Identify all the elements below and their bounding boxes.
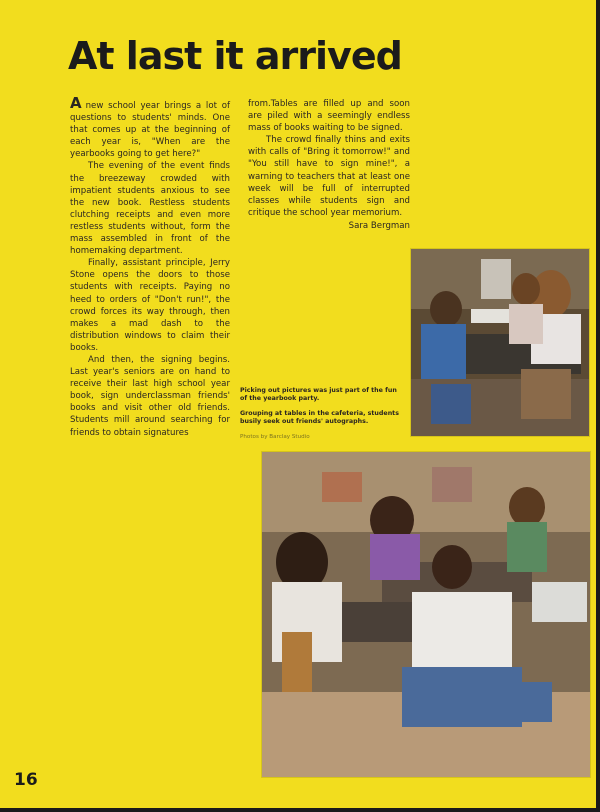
- article-paragraph-4: And then, the signing begins. Last year's seniors are on hand to receive their last high school year book, sign underclassman friends' books and visit other old friends. Students mill around searching for friends to obtain signatures: [70, 354, 230, 438]
- cafeteria-signing-photo: [261, 451, 591, 778]
- photo-captions: [240, 387, 406, 447]
- article-column-2: [248, 98, 410, 232]
- article-paragraph-6: The crowd finally thins and exits with calls of "Bring it tomorrow!" and "You still have to sign mine!", a warning to teachers that at least one week will be full of interrupted classes while students sign and critique the school year memorium.: [248, 135, 410, 218]
- article-paragraph-1-text: new school year brings a lot of questions to students' minds. One that comes up at the beginning of each year is, "When are the yearbooks going to get here?": [70, 101, 230, 160]
- article-paragraph-2: The evening of the event finds the breezeway crowded with impatient students anxious to see the new book. Restless students clutching receipts and even more restless students without, form the mass assembled in front of the homemaking department.: [70, 161, 230, 257]
- author-byline: Sara Bergman: [348, 220, 410, 231]
- cafeteria-signing-photo-image: [262, 452, 590, 777]
- article-paragraph-5: from.Tables are filled up and soon are piled with a seemingly endless mass of books waiting to be signed.: [248, 99, 410, 134]
- article-paragraph-1: [70, 94, 230, 160]
- article-paragraph-3: Finally, assistant principle, Jerry Stone opens the doors to those students with receipts. Paying no heed to orders of "Don't run!", the crowd forces its way through, then makes a mad dash to the distribution windows to claim their books.: [70, 258, 230, 353]
- page-title: At last it arrived: [68, 34, 402, 78]
- drop-cap: A: [70, 94, 82, 112]
- caption-yearbook-party: Picking out pictures was just part of the fun of the yearbook party.: [240, 387, 397, 403]
- photo-credit: Photos by Barclay Studio: [240, 433, 310, 440]
- article-column-1: [70, 94, 230, 439]
- caption-cafeteria: Grouping at tables in the cafeteria, students busily seek out friends' autographs.: [240, 409, 399, 426]
- yearbook-party-photo: [410, 248, 590, 437]
- yearbook-party-photo-image: [411, 249, 589, 436]
- page-number: 16: [14, 770, 38, 790]
